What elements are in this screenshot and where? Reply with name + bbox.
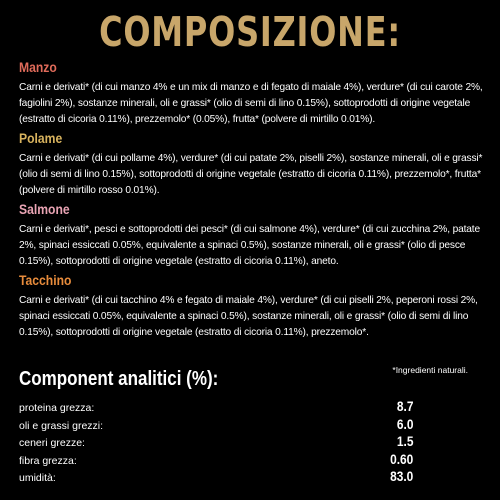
section-heading-salmone: Salmone [19,202,70,217]
analytics-title: Component analitici (%): [19,368,219,390]
analytics-value: 83.0 [389,468,413,484]
analytics-value: 0.60 [389,450,413,467]
section-polame [19,131,484,198]
analytics-label: proteina grezza: [19,402,95,414]
analytics-value: 8.7 [396,398,413,414]
section-heading-manzo: Manzo [19,60,57,75]
analytics-row [19,451,419,469]
section-tacchino [19,273,484,340]
section-text-polame: Carni e derivati* (di cui pollame 4%), verdure* (di cui patate 2%, piselli 2%), sostanze minerali, oli e grassi* (olio di semi di lino 0.15%), sottoprodotti di origine vegetale (estratto di cicoria 0.11%), prezzemolo*, frutta* (polvere di mirtillo rosso 0.01%). [19,153,483,196]
analytics-label: oli e grassi grezzi: [19,419,104,432]
page-title: COMPOSIZIONE: [99,8,401,56]
analytics-row [19,468,419,486]
analytics-table [19,398,419,486]
analytics-label: umidità: [19,472,56,484]
section-heading-tacchino: Tacchino [19,273,72,288]
analytics-label: ceneri grezze: [19,437,85,449]
analytics-row [19,416,419,434]
footnote-natural-ingredients: *Ingredienti naturali. [392,365,468,375]
section-text-tacchino: Carni e derivati* (di cui tacchino 4% e fegato di maiale 4%), verdure* (di cui piselli 2%, peperoni rossi 2%, spinaci essiccati 0.05%, equivalente a spinaci 0.5%), sostanze minerali, oli e grassi* (olio di semi di lino 0.15%), sottoprodotti di origine vegetale (estratto di cicoria 0.11%), prezzemolo*. [19,295,478,338]
section-text-salmone: Carni e derivati*, pesci e sottoprodotti dei pesci* (di cui salmone 4%), verdure* (di cui zucchina 2%, patate 2%, spinaci essiccati 0.05%, equivalente a spinaci 0.5%), sostanze minerali, oli e grassi* (olio di pesce 0.15%), sottoprodotti di origine vegetale (estratto di cicoria 0.11%), aneto. [19,224,481,267]
analytics-row [19,398,419,416]
analytics-row [19,433,419,451]
section-salmone [19,202,484,269]
section-text-manzo: Carni e derivati* (di cui manzo 4% e un mix di manzo e di fegato di maiale 4%), verdure* (di cui carote 2%, fagiolini 2%), sostanze minerali, oli e grassi* (olio di semi di lino 0.15%), sottoprodotti di origine vegetale (estratto di cicoria 0.11%), prezzemolo* (0.05%), frutta* (polvere di mirtillo 0.01%). [19,82,483,125]
analytics-value: 1.5 [396,433,413,449]
section-manzo [19,60,484,127]
analytics-value: 6.0 [396,415,413,432]
analytics-label: fibra grezza: [19,454,77,467]
section-heading-polame: Polame [19,131,63,146]
